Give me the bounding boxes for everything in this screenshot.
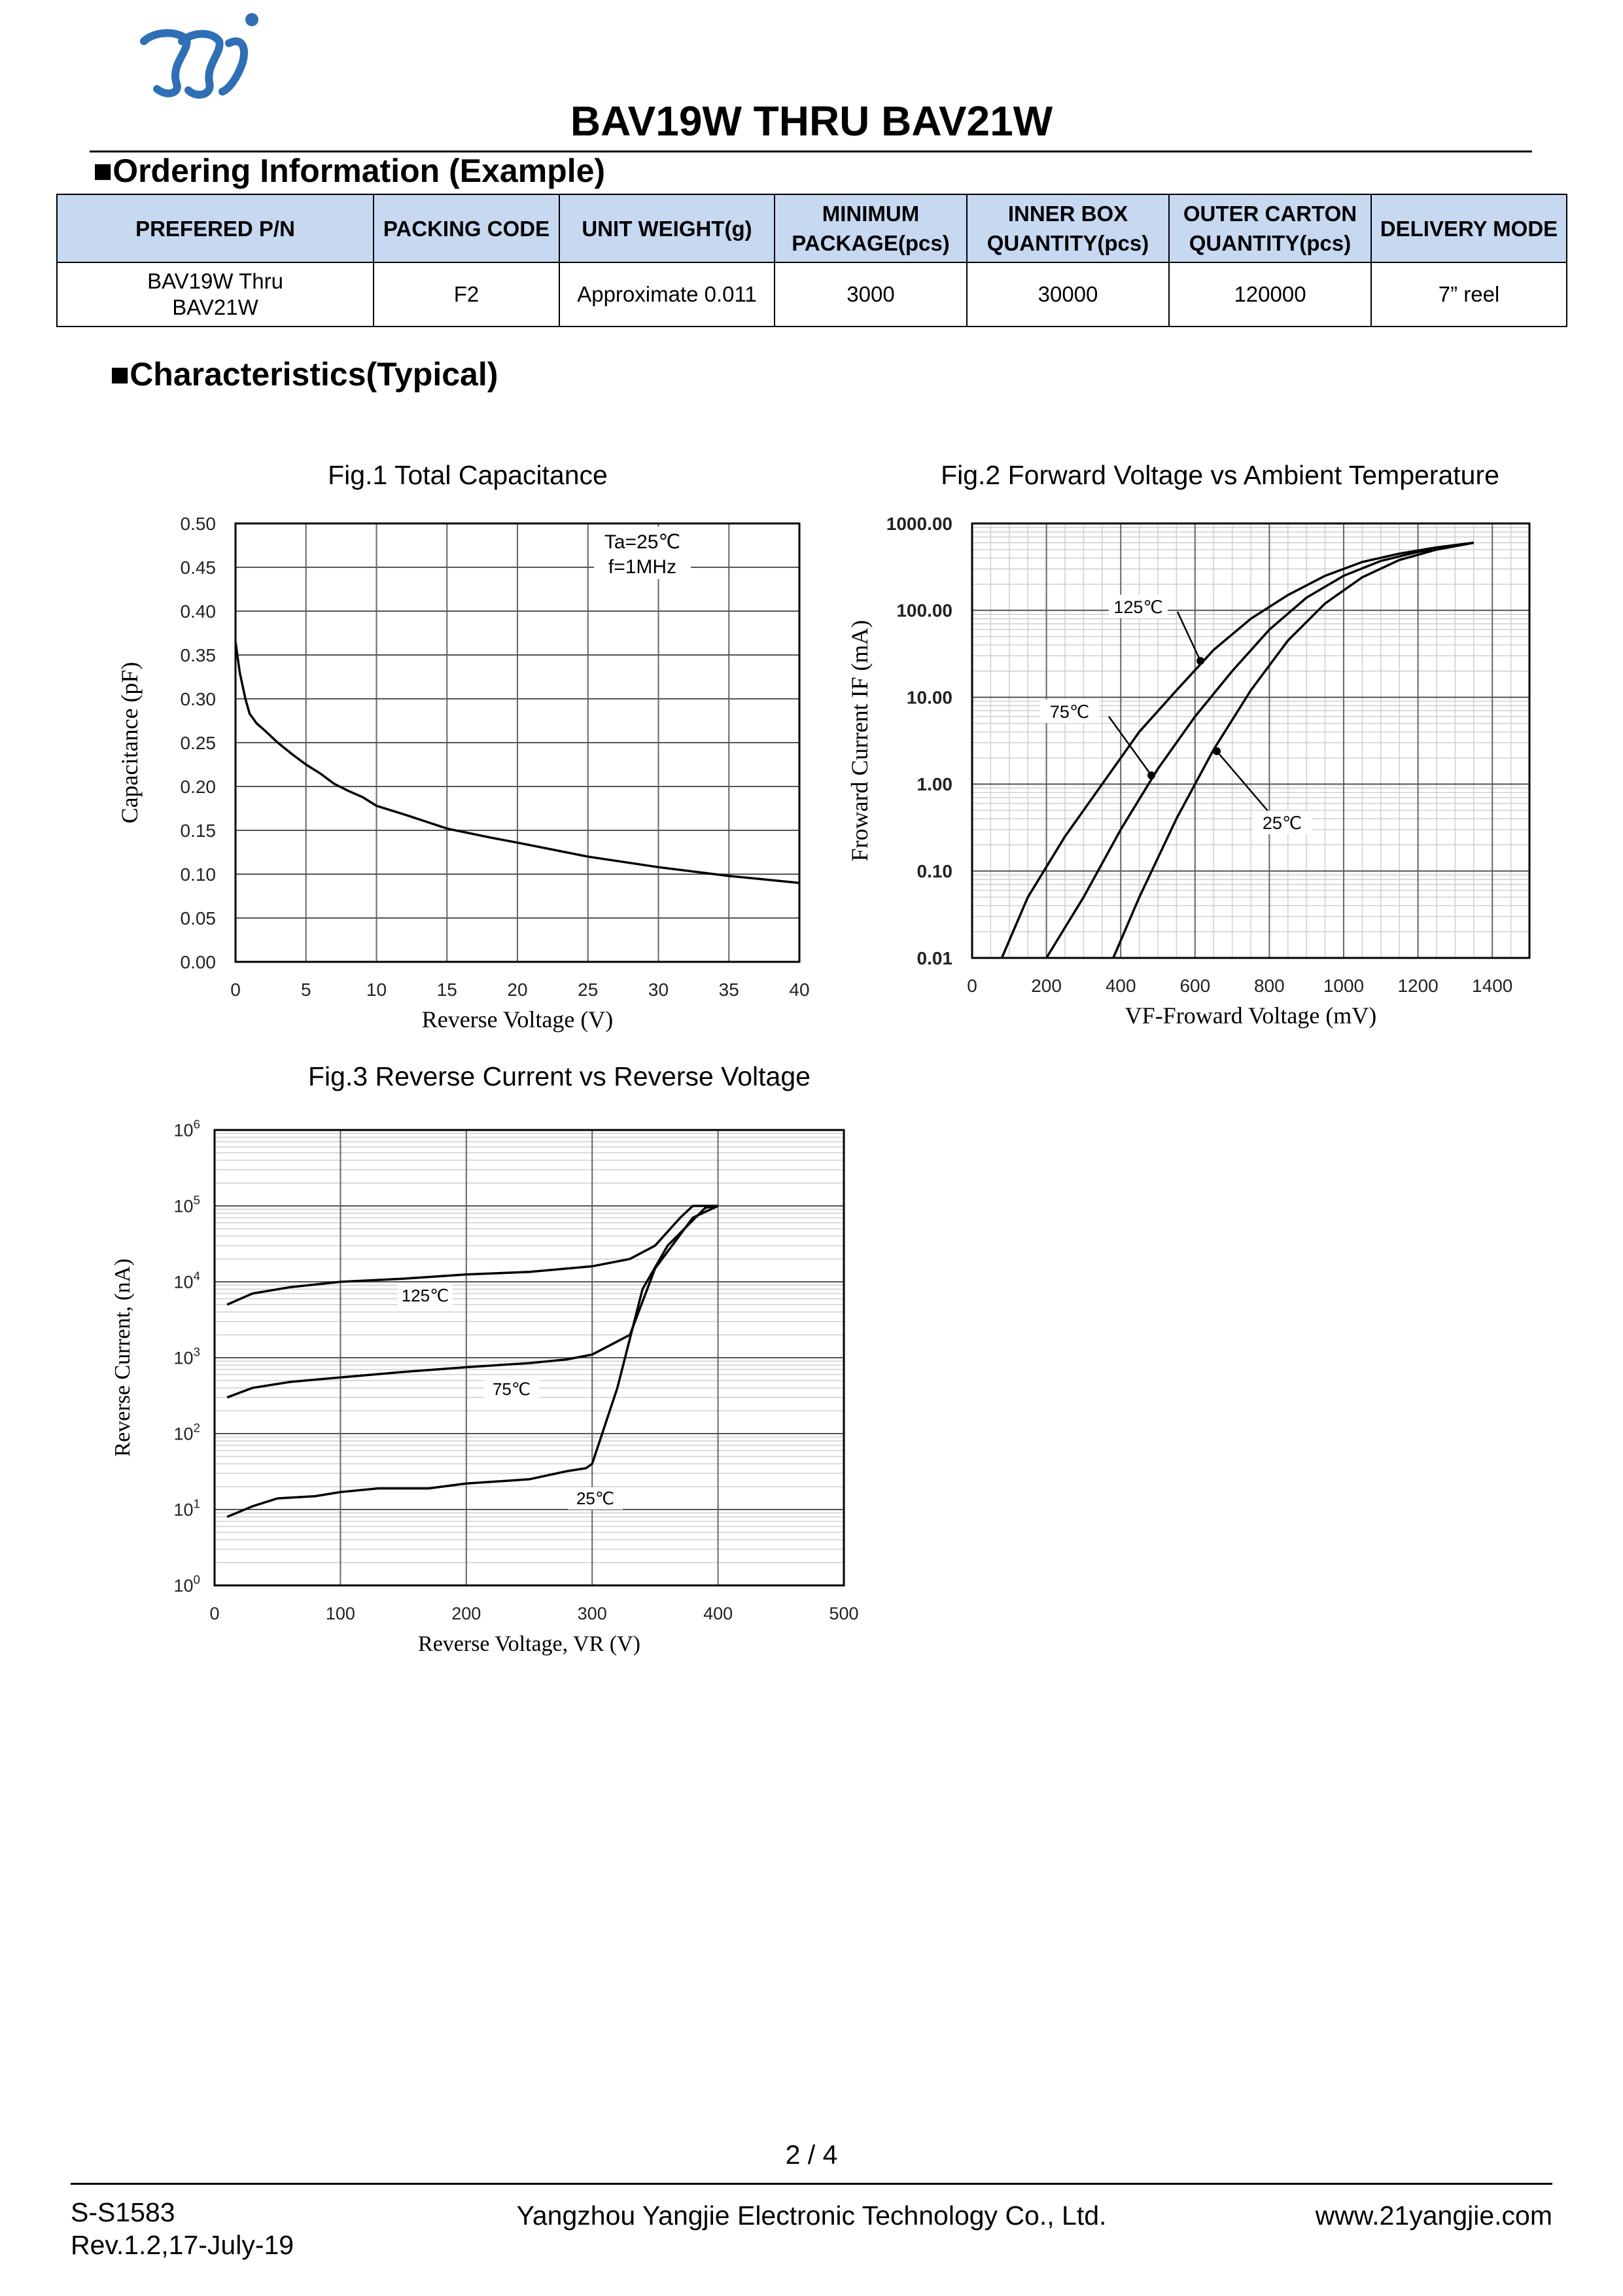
revision: Rev.1.2,17-July-19 xyxy=(71,2230,294,2260)
x-tick-label: 40 xyxy=(789,980,810,1000)
curve-label: 25℃ xyxy=(576,1489,615,1508)
ordering-heading: ■Ordering Information (Example) xyxy=(93,152,606,189)
col-header: PREFERED P/N xyxy=(57,194,374,262)
company-name: Yangzhou Yangjie Electronic Technology Co., Ltd. xyxy=(516,2200,1107,2231)
curve-label: 75℃ xyxy=(492,1379,531,1399)
y-tick-label: 0.45 xyxy=(180,557,216,578)
doc-code: S-S1583 xyxy=(71,2197,175,2227)
website-link[interactable]: www.21yangjie.com xyxy=(1315,2200,1552,2231)
y-tick-label: 1.00 xyxy=(916,774,952,795)
x-tick-label: 400 xyxy=(703,1604,733,1623)
page-number: 2 / 4 xyxy=(785,2140,838,2170)
x-axis-label: Reverse Voltage (V) xyxy=(421,1006,614,1033)
table-cell: 7” reel xyxy=(1371,262,1567,327)
col-header: DELIVERY MODE xyxy=(1371,194,1567,262)
y-tick-label: 0.35 xyxy=(180,645,216,665)
x-axis-label: VF-Froward Voltage (mV) xyxy=(1125,1002,1377,1029)
x-tick-label: 200 xyxy=(451,1604,481,1623)
y-tick-label: $10^1$ xyxy=(173,1497,200,1520)
annotation-freq: f=1MHz xyxy=(608,556,677,578)
x-tick-label: 1000 xyxy=(1323,976,1365,996)
col-header: OUTER CARTON QUANTITY(pcs) xyxy=(1169,194,1371,262)
x-tick-label: 400 xyxy=(1105,976,1136,996)
curve-label: 125℃ xyxy=(1113,597,1163,617)
curve-label: 25℃ xyxy=(1262,813,1302,833)
x-axis-label: Reverse Voltage, VR (V) xyxy=(418,1632,640,1656)
x-tick-label: 0 xyxy=(230,980,241,1000)
y-tick-label: 0.30 xyxy=(180,688,216,709)
y-tick-label: $10^3$ xyxy=(173,1345,200,1368)
x-tick-label: 10 xyxy=(366,980,387,1000)
col-header: PACKING CODE xyxy=(374,194,559,262)
curve-label: 125℃ xyxy=(401,1286,449,1305)
y-tick-label: 0.01 xyxy=(916,947,952,968)
x-tick-label: 20 xyxy=(507,980,528,1000)
series-line xyxy=(227,1206,718,1398)
x-tick-label: 100 xyxy=(325,1604,355,1623)
y-tick-label: 1000.00 xyxy=(886,513,952,534)
table-cell: BAV19W Thru BAV21W xyxy=(57,262,374,327)
x-tick-label: 600 xyxy=(1179,976,1211,996)
characteristics-heading: ■Characteristics(Typical) xyxy=(110,356,498,393)
x-tick-label: 0 xyxy=(209,1604,220,1623)
x-tick-label: 0 xyxy=(967,976,977,996)
y-tick-label: $10^6$ xyxy=(173,1118,200,1140)
y-tick-label: $10^0$ xyxy=(173,1573,200,1596)
page-title: BAV19W THRU BAV21W xyxy=(570,97,1053,145)
y-tick-label: 0.25 xyxy=(180,732,216,753)
x-tick-label: 1200 xyxy=(1397,976,1439,996)
series-line xyxy=(227,1206,718,1305)
y-axis-label: Capacitance (pF) xyxy=(116,662,143,824)
fig1-title: Fig.1 Total Capacitance xyxy=(328,460,608,490)
y-tick-label: 0.00 xyxy=(180,951,216,972)
table-cell: 30000 xyxy=(967,262,1169,327)
col-header: INNER BOX QUANTITY(pcs) xyxy=(967,194,1169,262)
x-tick-label: 300 xyxy=(577,1604,607,1623)
y-tick-label: $10^2$ xyxy=(173,1421,200,1444)
y-tick-label: $10^4$ xyxy=(173,1269,200,1292)
footer-divider xyxy=(71,2183,1552,2185)
y-tick-label: 0.10 xyxy=(180,864,216,885)
table-cell: Approximate 0.011 xyxy=(559,262,775,327)
y-tick-label: 0.50 xyxy=(180,513,216,534)
fig2-title: Fig.2 Forward Voltage vs Ambient Temperature xyxy=(941,460,1499,490)
y-tick-label: 0.10 xyxy=(916,861,952,881)
x-tick-label: 30 xyxy=(648,980,669,1000)
x-tick-label: 5 xyxy=(300,980,311,1000)
fig3-title: Fig.3 Reverse Current vs Reverse Voltage xyxy=(308,1061,811,1091)
y-tick-label: $10^5$ xyxy=(173,1193,200,1216)
annotation-temp: Ta=25℃ xyxy=(604,531,681,553)
y-axis-label: Froward Current IF (mA) xyxy=(846,620,873,862)
x-tick-label: 200 xyxy=(1031,976,1062,996)
col-header: MINIMUM PACKAGE(pcs) xyxy=(775,194,967,262)
curve-label: 75℃ xyxy=(1049,702,1090,722)
x-tick-label: 500 xyxy=(829,1604,859,1623)
y-tick-label: 0.20 xyxy=(180,776,216,797)
y-tick-label: 100.00 xyxy=(896,600,952,621)
table-cell: 3000 xyxy=(775,262,967,327)
x-tick-label: 1400 xyxy=(1472,976,1513,996)
x-tick-label: 25 xyxy=(578,980,599,1000)
table-cell: 120000 xyxy=(1169,262,1371,327)
table-cell: F2 xyxy=(374,262,559,327)
y-tick-label: 0.05 xyxy=(180,908,216,928)
x-tick-label: 800 xyxy=(1254,976,1285,996)
col-header: UNIT WEIGHT(g) xyxy=(559,194,775,262)
x-tick-label: 35 xyxy=(718,980,739,1000)
y-tick-label: 0.15 xyxy=(180,820,216,841)
y-tick-label: 10.00 xyxy=(906,687,952,708)
y-axis-label: Reverse Current, (nA) xyxy=(111,1258,135,1457)
x-tick-label: 15 xyxy=(436,980,457,1000)
y-tick-label: 0.40 xyxy=(180,601,216,622)
